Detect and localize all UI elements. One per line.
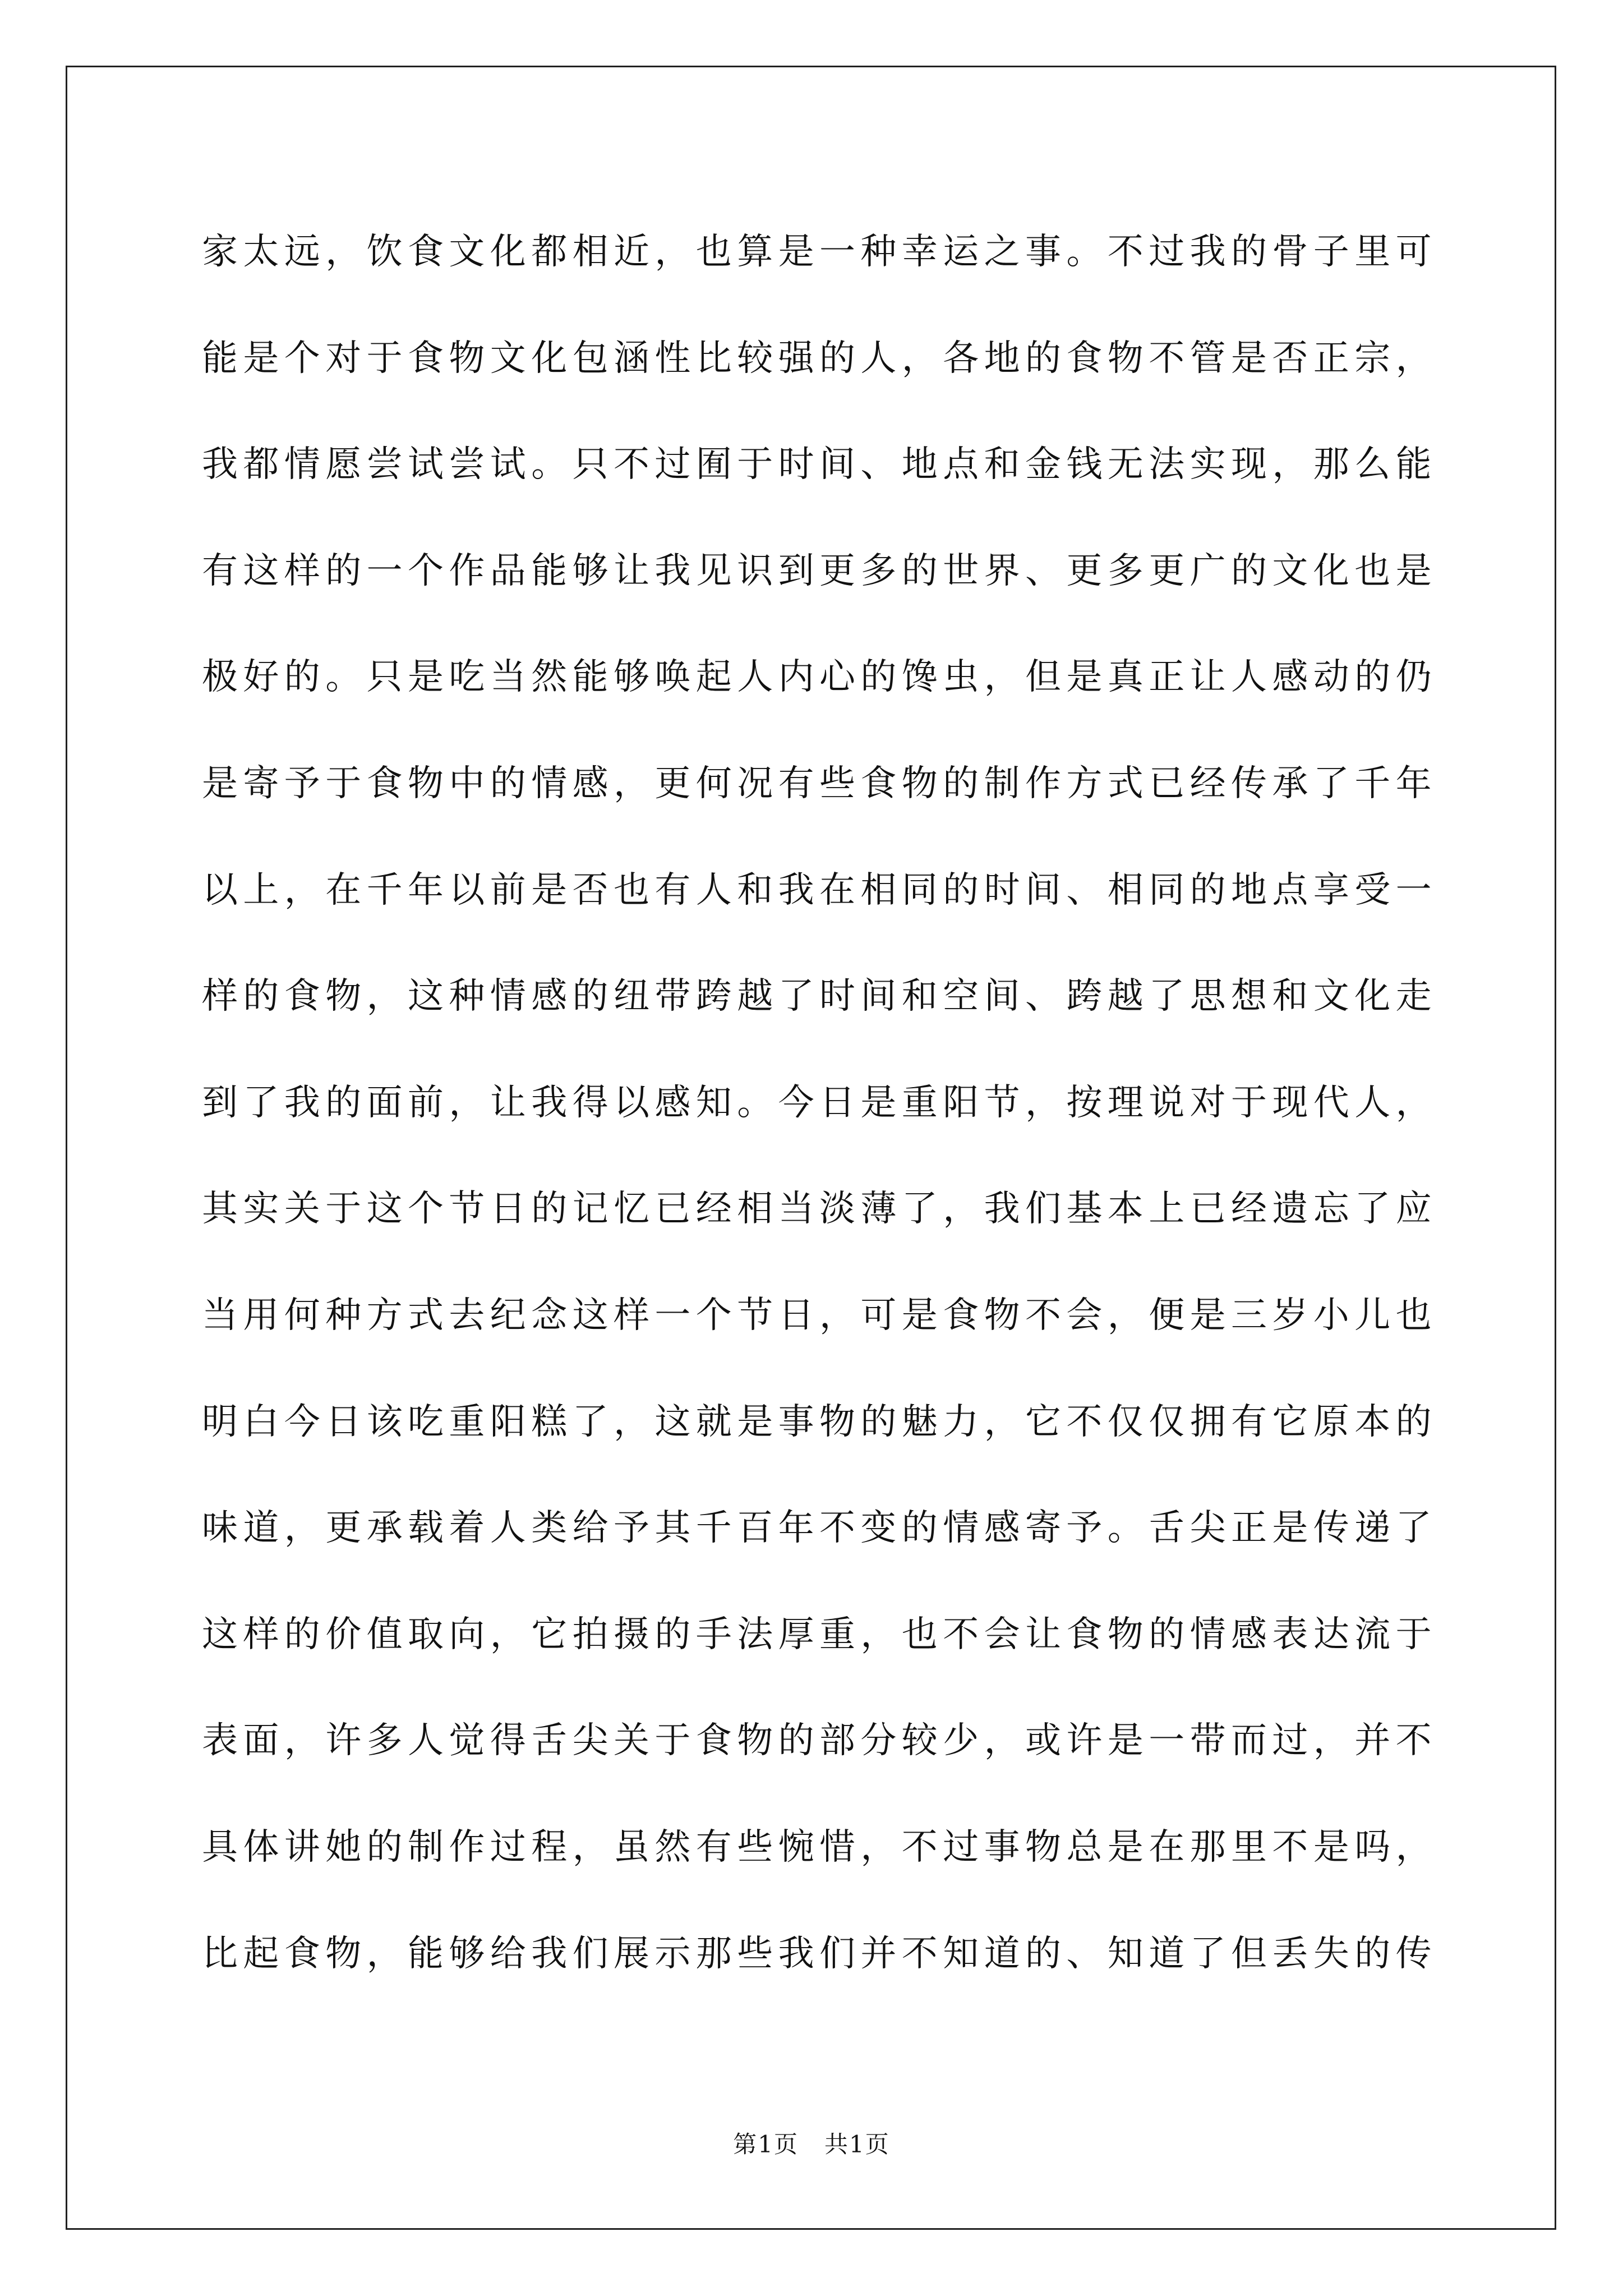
text-line: 味道，更承载着人类给予其千百年不变的情感寄予。舌尖正是传递了 xyxy=(202,1507,1437,1549)
text-line: 极好的。只是吃当然能够唤起人内心的馋虫，但是真正让人感动的仍 xyxy=(202,656,1437,698)
text-line: 比起食物，能够给我们展示那些我们并不知道的、知道了但丢失的传 xyxy=(202,1932,1437,1975)
text-line: 以上，在千年以前是否也有人和我在相同的时间、相同的地点享受一 xyxy=(202,869,1437,911)
text-line: 具体讲她的制作过程，虽然有些惋惜，不过事物总是在那里不是吗， xyxy=(202,1826,1437,1868)
page-footer: 第1页 共1页 xyxy=(733,2131,890,2158)
text-line: 当用何种方式去纪念这样一个节日，可是食物不会，便是三岁小儿也 xyxy=(202,1294,1437,1336)
text-line: 其实关于这个节日的记忆已经相当淡薄了，我们基本上已经遗忘了应 xyxy=(202,1188,1437,1230)
text-line: 这样的价值取向，它拍摄的手法厚重，也不会让食物的情感表达流于 xyxy=(202,1613,1437,1655)
text-line: 我都情愿尝试尝试。只不过囿于时间、地点和金钱无法实现，那么能 xyxy=(202,444,1437,486)
text-line: 明白今日该吃重阳糕了，这就是事物的魅力，它不仅仅拥有它原本的 xyxy=(202,1401,1437,1443)
text-line: 到了我的面前，让我得以感知。今日是重阳节，按理说对于现代人， xyxy=(202,1082,1437,1124)
text-line: 能是个对于食物文化包涵性比较强的人，各地的食物不管是否正宗， xyxy=(202,337,1437,379)
text-line: 表面，许多人觉得舌尖关于食物的部分较少，或许是一带而过，并不 xyxy=(202,1720,1437,1762)
text-line: 有这样的一个作品能够让我见识到更多的世界、更多更广的文化也是 xyxy=(202,550,1437,592)
text-line: 家太远，饮食文化都相近，也算是一种幸运之事。不过我的骨子里可 xyxy=(202,231,1437,273)
text-line: 样的食物，这种情感的纽带跨越了时间和空间、跨越了思想和文化走 xyxy=(202,976,1437,1018)
text-line: 是寄予于食物中的情感，更何况有些食物的制作方式已经传承了千年 xyxy=(202,762,1437,804)
body-text xyxy=(202,199,1436,2007)
